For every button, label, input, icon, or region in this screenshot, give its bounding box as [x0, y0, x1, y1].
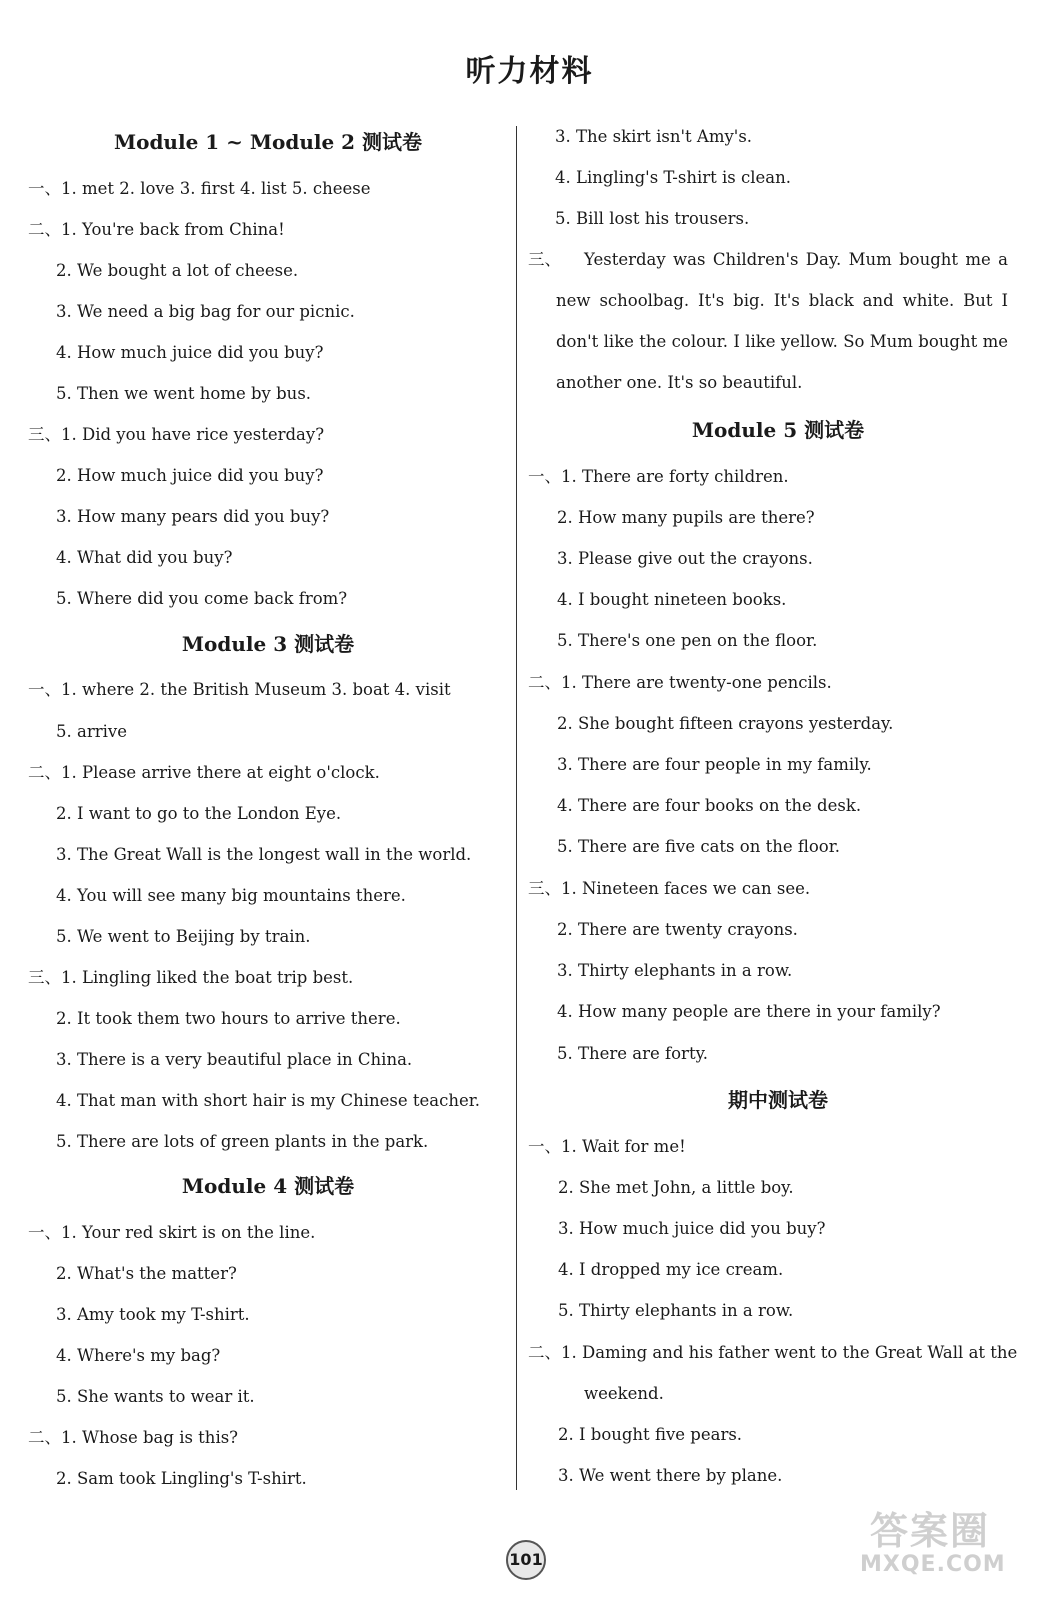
list-item: 4. I bought nineteen books. — [557, 590, 787, 609]
listening-paragraph — [556, 239, 1008, 403]
list-item: 4. That man with short hair is my Chinese teacher. — [56, 1091, 481, 1110]
list-item: 一、1. Your red skirt is on the line. — [28, 1223, 316, 1242]
list-item: 2. I want to go to the London Eye. — [56, 804, 342, 823]
list-item: 5. Then we went home by bus. — [56, 384, 312, 403]
list-item: 3. The skirt isn't Amy's. — [555, 127, 753, 146]
list-item: 4. I dropped my ice cream. — [558, 1260, 784, 1279]
list-item: 一、1. where 2. the British Museum 3. boat 4. visit — [28, 680, 451, 699]
section-heading-module-1-2: Module 1 ~ Module 2 测试卷 — [113, 130, 423, 154]
list-item: 三、1. Did you have rice yesterday? — [28, 425, 325, 444]
list-item: 2. What's the matter? — [56, 1264, 237, 1283]
watermark-logo — [860, 1500, 1040, 1590]
list-item: 5. Thirty elephants in a row. — [558, 1301, 794, 1320]
list-item: 5. There's one pen on the floor. — [557, 631, 818, 650]
list-item: 3. There is a very beautiful place in China. — [56, 1050, 413, 1069]
list-item: 3. We went there by plane. — [558, 1466, 783, 1485]
list-item: 4. How many people are there in your family? — [557, 1002, 941, 1021]
list-item: 2. How many pupils are there? — [557, 508, 815, 527]
list-item: 3. Thirty elephants in a row. — [557, 961, 793, 980]
list-item: 4. You will see many big mountains there. — [56, 886, 406, 905]
page-title: 听力材料 — [465, 54, 594, 89]
list-item: 5. Where did you come back from? — [56, 589, 348, 608]
list-item: 2. She bought fifteen crayons yesterday. — [557, 714, 894, 733]
list-item: 5. Bill lost his trousers. — [555, 209, 750, 228]
list-item: 三、1. Nineteen faces we can see. — [528, 879, 811, 898]
list-item: 5. arrive — [56, 722, 127, 741]
list-item: 2. It took them two hours to arrive there. — [56, 1009, 401, 1028]
list-item: 3. We need a big bag for our picnic. — [56, 302, 355, 321]
column-divider — [516, 126, 517, 1490]
list-item: 5. She wants to wear it. — [56, 1387, 255, 1406]
list-item: 4. How much juice did you buy? — [56, 343, 324, 362]
list-item: 4. What did you buy? — [56, 548, 233, 567]
page-number: 101 — [506, 1540, 546, 1580]
section-heading-module-4: Module 4 测试卷 — [181, 1174, 355, 1198]
list-item: 一、1. Wait for me! — [528, 1137, 686, 1156]
list-item: 二、1. Daming and his father went to the Great Wall at the — [528, 1343, 1018, 1362]
list-item: 二、1. Whose bag is this? — [28, 1428, 239, 1447]
section-heading-module-5: Module 5 测试卷 — [691, 418, 865, 442]
list-item: 3. Amy took my T-shirt. — [56, 1305, 250, 1324]
list-item: 3. How much juice did you buy? — [558, 1219, 826, 1238]
list-item: 2. She met John, a little boy. — [558, 1178, 794, 1197]
list-item: 3. Please give out the crayons. — [557, 549, 813, 568]
list-item: 二、1. Please arrive there at eight o'clock. — [28, 763, 380, 782]
list-item: 2. How much juice did you buy? — [56, 466, 324, 485]
list-item: 5. There are five cats on the floor. — [557, 837, 841, 856]
list-item: 三、1. Lingling liked the boat trip best. — [28, 968, 354, 987]
list-item: 3. The Great Wall is the longest wall in the world. — [56, 845, 472, 864]
paragraph-label: 三、 — [528, 250, 561, 269]
list-item: 一、1. met 2. love 3. first 4. list 5. cheese — [28, 179, 371, 198]
section-heading-module-3: Module 3 测试卷 — [181, 632, 355, 656]
list-item: 4. Where's my bag? — [56, 1346, 221, 1365]
list-item: 4. There are four books on the desk. — [557, 796, 862, 815]
paragraph-text: Yesterday was Children's Day. Mum bought me a new schoolbag. It's big. It's black and white. But I don't like the colour. I like yellow. So Mum bought me another one. It's so beautiful. — [556, 250, 1008, 392]
list-item: 2. There are twenty crayons. — [557, 920, 798, 939]
list-item: 3. There are four people in my family. — [557, 755, 872, 774]
list-item: 3. How many pears did you buy? — [56, 507, 330, 526]
watermark-text: 答案圈 — [870, 1509, 991, 1553]
list-item: weekend. — [584, 1384, 664, 1403]
list-item: 2. Sam took Lingling's T-shirt. — [56, 1469, 307, 1488]
list-item: 二、1. You're back from China! — [28, 220, 285, 239]
list-item: 4. Lingling's T-shirt is clean. — [555, 168, 791, 187]
list-item: 5. There are lots of green plants in the park. — [56, 1132, 429, 1151]
list-item: 一、1. There are forty children. — [528, 467, 789, 486]
watermark-url: MXQE.COM — [860, 1552, 1006, 1577]
list-item: 2. We bought a lot of cheese. — [56, 261, 299, 280]
list-item: 5. We went to Beijing by train. — [56, 927, 311, 946]
list-item: 二、1. There are twenty-one pencils. — [528, 673, 832, 692]
list-item: 2. I bought five pears. — [558, 1425, 743, 1444]
section-heading-midterm: 期中测试卷 — [728, 1088, 828, 1112]
list-item: 5. There are forty. — [557, 1044, 708, 1063]
